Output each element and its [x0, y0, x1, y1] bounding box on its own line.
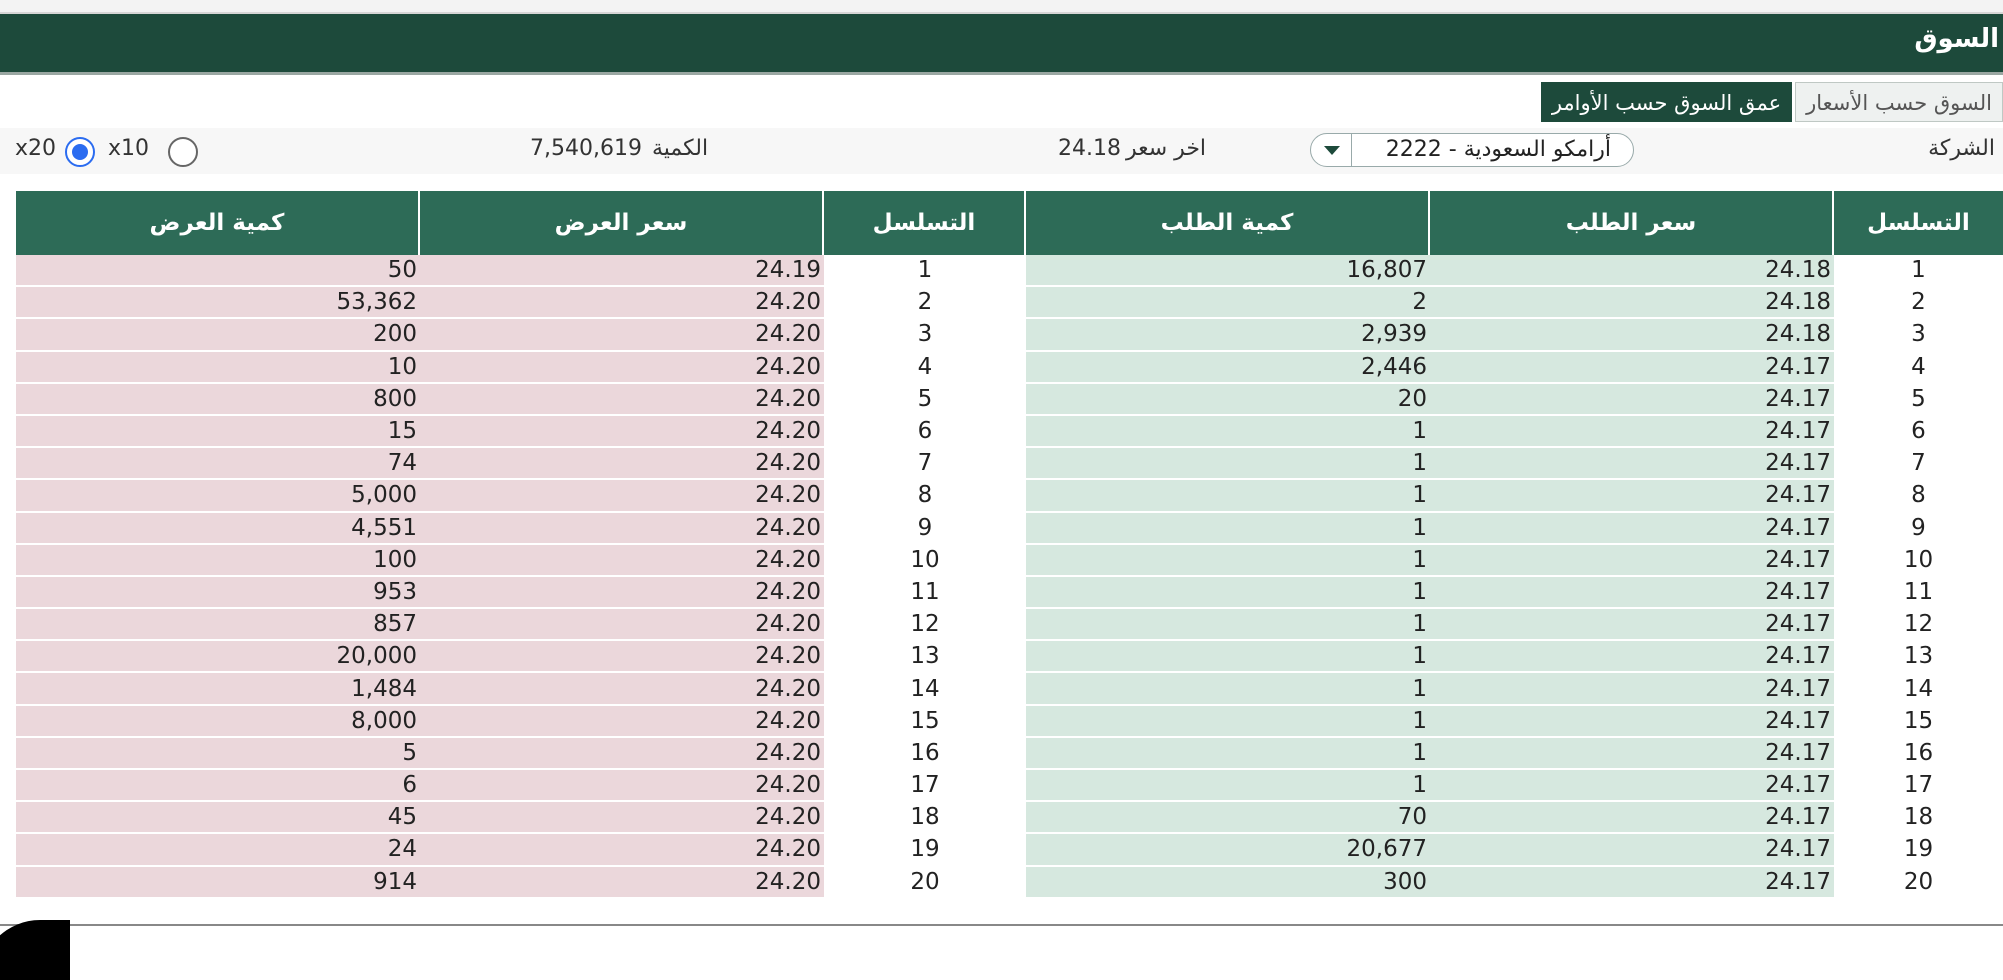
bid-row[interactable]	[1834, 738, 2003, 770]
ask-row[interactable]	[16, 577, 824, 609]
bid-price-cell: 24.17	[1430, 352, 1834, 384]
bid-row[interactable]	[1026, 738, 1834, 770]
bid-price-cell: 24.17	[1430, 738, 1834, 770]
ask-price-cell: 24.20	[420, 287, 824, 319]
ask-qty-cell: 4,551	[16, 513, 420, 545]
bid-row[interactable]	[1834, 480, 2003, 512]
ask-price-cell: 24.20	[420, 352, 824, 384]
bid-seq-cell: 20	[1834, 867, 2003, 899]
ask-row[interactable]	[824, 770, 1026, 802]
bid-table	[1026, 191, 1834, 899]
ask-row[interactable]	[824, 867, 1026, 899]
window-top-border	[0, 0, 2003, 14]
bid-seq-cell: 15	[1834, 706, 2003, 738]
bid-seq-cell: 11	[1834, 577, 2003, 609]
ask-row[interactable]	[16, 287, 824, 319]
ask-row[interactable]	[16, 673, 824, 705]
ask-qty-cell: 200	[16, 319, 420, 351]
bid-price-cell: 24.17	[1430, 384, 1834, 416]
bid-row[interactable]	[1834, 673, 2003, 705]
ask-seq-cell: 12	[824, 609, 1026, 641]
bid-qty-cell: 1	[1026, 738, 1430, 770]
bid-seq-cell: 6	[1834, 416, 2003, 448]
bid-row[interactable]	[1834, 513, 2003, 545]
bid-row[interactable]	[1834, 448, 2003, 480]
ask-row[interactable]	[824, 319, 1026, 351]
ask-price-cell: 24.20	[420, 513, 824, 545]
ask-seq-cell: 8	[824, 480, 1026, 512]
ask-seq-cell: 6	[824, 416, 1026, 448]
ask-row[interactable]	[824, 641, 1026, 673]
bid-row[interactable]	[1834, 867, 2003, 899]
bid-seq-cell: 4	[1834, 352, 2003, 384]
bid-row[interactable]	[1026, 480, 1834, 512]
bid-row[interactable]	[1026, 834, 1834, 866]
ask-row[interactable]	[824, 545, 1026, 577]
bid-price-cell: 24.17	[1430, 416, 1834, 448]
ask-seq-cell: 16	[824, 738, 1026, 770]
ask-price-cell: 24.20	[420, 641, 824, 673]
bid-qty-cell: 16,807	[1026, 255, 1430, 287]
bid-row[interactable]	[1834, 770, 2003, 802]
ask-qty-cell: 5,000	[16, 480, 420, 512]
bid-row[interactable]	[1834, 577, 2003, 609]
ask-row[interactable]	[16, 480, 824, 512]
ask-row[interactable]	[824, 480, 1026, 512]
bid-row[interactable]	[1026, 802, 1834, 834]
ask-seq-header[interactable]: التسلسل	[824, 191, 1026, 255]
tab-bar	[1541, 82, 2003, 124]
bid-qty-cell: 20	[1026, 384, 1430, 416]
ask-price-cell: 24.20	[420, 384, 824, 416]
bid-row[interactable]	[1834, 287, 2003, 319]
ask-qty-cell: 6	[16, 770, 420, 802]
bid-row[interactable]	[1026, 770, 1834, 802]
ask-qty-cell: 8,000	[16, 706, 420, 738]
ask-price-cell: 24.20	[420, 738, 824, 770]
ask-seq-cell: 9	[824, 513, 1026, 545]
quantity-label: الكمية	[652, 136, 709, 161]
bid-price-cell: 24.17	[1430, 448, 1834, 480]
zoom-x10-label: x10	[108, 136, 150, 161]
ask-seq-cell: 4	[824, 352, 1026, 384]
ask-seq-cell: 7	[824, 448, 1026, 480]
bid-row[interactable]	[1026, 867, 1834, 899]
bid-row[interactable]	[1026, 545, 1834, 577]
ask-qty-cell: 1,484	[16, 673, 420, 705]
ask-seq-cell: 17	[824, 770, 1026, 802]
ask-price-cell: 24.19	[420, 255, 824, 287]
ask-price-cell: 24.20	[420, 577, 824, 609]
ask-row[interactable]	[16, 448, 824, 480]
ask-row[interactable]	[824, 738, 1026, 770]
bid-row[interactable]	[1834, 384, 2003, 416]
bid-qty-cell: 1	[1026, 448, 1430, 480]
bid-row[interactable]	[1026, 352, 1834, 384]
ask-row[interactable]	[16, 513, 824, 545]
bid-seq-cell: 9	[1834, 513, 2003, 545]
ask-price-cell: 24.20	[420, 545, 824, 577]
ask-price-cell: 24.20	[420, 416, 824, 448]
bid-row[interactable]	[1026, 255, 1834, 287]
ask-row[interactable]	[16, 319, 824, 351]
bid-price-cell: 24.17	[1430, 834, 1834, 866]
bid-price-cell: 24.17	[1430, 706, 1834, 738]
last-price-label: اخر سعر	[1126, 136, 1207, 161]
bid-row[interactable]	[1834, 706, 2003, 738]
bid-seq-cell: 12	[1834, 609, 2003, 641]
bid-qty-cell: 1	[1026, 545, 1430, 577]
bid-price-cell: 24.17	[1430, 513, 1834, 545]
company-select[interactable]	[1310, 133, 1634, 167]
bid-row[interactable]	[1026, 706, 1834, 738]
ask-row[interactable]	[16, 706, 824, 738]
bid-row[interactable]	[1026, 513, 1834, 545]
zoom-x20-radio[interactable]	[65, 137, 95, 167]
ask-seq-cell: 11	[824, 577, 1026, 609]
bid-seq-cell: 10	[1834, 545, 2003, 577]
ask-row[interactable]	[16, 384, 824, 416]
ask-row[interactable]	[16, 834, 824, 866]
ask-qty-cell: 74	[16, 448, 420, 480]
bid-row[interactable]	[1834, 545, 2003, 577]
last-price-value: 24.18	[1058, 136, 1121, 161]
ask-qty-cell: 15	[16, 416, 420, 448]
ask-price-header[interactable]: سعر العرض	[420, 191, 824, 255]
ask-seq-cell: 10	[824, 545, 1026, 577]
window-title: السوق	[1914, 24, 1999, 54]
bid-row[interactable]	[1026, 384, 1834, 416]
ask-price-cell: 24.20	[420, 609, 824, 641]
bid-price-cell: 24.18	[1430, 287, 1834, 319]
bid-qty-cell: 1	[1026, 770, 1430, 802]
dropdown-arrow-icon[interactable]	[1311, 134, 1352, 166]
company-select-value: 2222 - أرامكو السعودية	[1385, 137, 1611, 162]
bid-row[interactable]	[1026, 319, 1834, 351]
bid-qty-header[interactable]: كمية الطلب	[1026, 191, 1430, 255]
bid-qty-cell: 1	[1026, 641, 1430, 673]
bid-price-cell: 24.18	[1430, 255, 1834, 287]
zoom-x20-label: x20	[15, 136, 57, 161]
ask-qty-cell: 800	[16, 384, 420, 416]
ask-qty-cell: 100	[16, 545, 420, 577]
bid-qty-cell: 1	[1026, 513, 1430, 545]
ask-row[interactable]	[824, 673, 1026, 705]
ask-qty-cell: 45	[16, 802, 420, 834]
ask-qty-cell: 20,000	[16, 641, 420, 673]
bid-row[interactable]	[1026, 287, 1834, 319]
bid-seq-cell: 16	[1834, 738, 2003, 770]
bid-row[interactable]	[1834, 255, 2003, 287]
bid-seq-header[interactable]: التسلسل	[1834, 191, 2003, 255]
bid-row[interactable]	[1834, 641, 2003, 673]
ask-row[interactable]	[16, 770, 824, 802]
bid-qty-cell: 2,446	[1026, 352, 1430, 384]
ask-seq-cell: 14	[824, 673, 1026, 705]
ask-price-cell: 24.20	[420, 480, 824, 512]
bid-qty-cell: 2,939	[1026, 319, 1430, 351]
ask-price-cell: 24.20	[420, 448, 824, 480]
company-label: الشركة	[1928, 136, 1995, 161]
ask-qty-cell: 914	[16, 867, 420, 899]
bid-price-cell: 24.17	[1430, 545, 1834, 577]
bid-row[interactable]	[1026, 448, 1834, 480]
ask-row[interactable]	[824, 384, 1026, 416]
bid-row[interactable]	[1834, 609, 2003, 641]
ask-qty-cell: 53,362	[16, 287, 420, 319]
bid-seq-cell: 2	[1834, 287, 2003, 319]
ask-seq-cell: 5	[824, 384, 1026, 416]
ask-seq-cell: 13	[824, 641, 1026, 673]
controls-bar	[0, 128, 2003, 174]
bid-price-cell: 24.17	[1430, 641, 1834, 673]
window-corner	[0, 920, 70, 980]
ask-seq-cell: 20	[824, 867, 1026, 899]
ask-row[interactable]	[16, 802, 824, 834]
bid-price-cell: 24.17	[1430, 867, 1834, 899]
bid-price-cell: 24.17	[1430, 609, 1834, 641]
bid-row[interactable]	[1026, 577, 1834, 609]
ask-price-cell: 24.20	[420, 834, 824, 866]
bid-seq-cell: 7	[1834, 448, 2003, 480]
bid-seq-cell: 19	[1834, 834, 2003, 866]
bid-row[interactable]	[1834, 352, 2003, 384]
ask-row[interactable]	[16, 867, 824, 899]
ask-seq-table	[824, 191, 1026, 899]
ask-row[interactable]	[16, 545, 824, 577]
bid-row[interactable]	[1834, 802, 2003, 834]
ask-seq-cell: 3	[824, 319, 1026, 351]
bid-seq-cell: 17	[1834, 770, 2003, 802]
ask-price-cell: 24.20	[420, 770, 824, 802]
ask-row[interactable]	[16, 641, 824, 673]
bid-price-cell: 24.17	[1430, 802, 1834, 834]
ask-row[interactable]	[824, 513, 1026, 545]
ask-seq-cell: 18	[824, 802, 1026, 834]
ask-qty-cell: 5	[16, 738, 420, 770]
ask-qty-cell: 857	[16, 609, 420, 641]
ask-table	[16, 191, 824, 899]
bid-row[interactable]	[1026, 416, 1834, 448]
bottom-border	[0, 924, 2003, 926]
ask-row[interactable]	[824, 352, 1026, 384]
ask-seq-cell: 19	[824, 834, 1026, 866]
bid-qty-cell: 70	[1026, 802, 1430, 834]
bid-seq-cell: 5	[1834, 384, 2003, 416]
bid-price-header[interactable]: سعر الطلب	[1430, 191, 1834, 255]
bid-qty-cell: 300	[1026, 867, 1430, 899]
bid-price-cell: 24.17	[1430, 480, 1834, 512]
ask-qty-cell: 24	[16, 834, 420, 866]
ask-row[interactable]	[16, 609, 824, 641]
bid-qty-cell: 1	[1026, 480, 1430, 512]
bid-qty-cell: 1	[1026, 577, 1430, 609]
bid-seq-table	[1834, 191, 2003, 899]
bid-seq-cell: 3	[1834, 319, 2003, 351]
ask-row[interactable]	[16, 416, 824, 448]
ask-row[interactable]	[824, 255, 1026, 287]
ask-row[interactable]	[824, 802, 1026, 834]
tab-depth-by-orders[interactable]: عمق السوق حسب الأوامر	[1541, 82, 1792, 122]
ask-seq-cell: 1	[824, 255, 1026, 287]
ask-qty-cell: 10	[16, 352, 420, 384]
bid-seq-cell: 8	[1834, 480, 2003, 512]
bid-seq-cell: 13	[1834, 641, 2003, 673]
bid-row[interactable]	[1026, 609, 1834, 641]
ask-row[interactable]	[824, 706, 1026, 738]
tab-market-by-price[interactable]: السوق حسب الأسعار	[1795, 82, 2003, 122]
bid-price-cell: 24.18	[1430, 319, 1834, 351]
bid-qty-cell: 1	[1026, 706, 1430, 738]
ask-row[interactable]	[824, 416, 1026, 448]
bid-price-cell: 24.17	[1430, 673, 1834, 705]
ask-qty-header[interactable]: كمية العرض	[16, 191, 420, 255]
quantity-value: 7,540,619	[530, 136, 642, 161]
ask-row[interactable]	[824, 577, 1026, 609]
ask-row[interactable]	[824, 448, 1026, 480]
bid-row[interactable]	[1026, 641, 1834, 673]
bid-seq-cell: 1	[1834, 255, 2003, 287]
ask-row[interactable]	[16, 255, 824, 287]
bid-price-cell: 24.17	[1430, 577, 1834, 609]
bid-seq-cell: 14	[1834, 673, 2003, 705]
ask-row[interactable]	[16, 352, 824, 384]
ask-row[interactable]	[16, 738, 824, 770]
bid-row[interactable]	[1834, 416, 2003, 448]
ask-price-cell: 24.20	[420, 867, 824, 899]
ask-seq-cell: 2	[824, 287, 1026, 319]
ask-price-cell: 24.20	[420, 802, 824, 834]
title-bar	[0, 14, 2003, 75]
ask-price-cell: 24.20	[420, 319, 824, 351]
bid-price-cell: 24.17	[1430, 770, 1834, 802]
bid-qty-cell: 20,677	[1026, 834, 1430, 866]
bid-row[interactable]	[1834, 834, 2003, 866]
bid-row[interactable]	[1834, 319, 2003, 351]
ask-row[interactable]	[824, 609, 1026, 641]
ask-qty-cell: 953	[16, 577, 420, 609]
ask-seq-cell: 15	[824, 706, 1026, 738]
ask-price-cell: 24.20	[420, 706, 824, 738]
zoom-x10-radio[interactable]	[168, 137, 198, 167]
bid-qty-cell: 2	[1026, 287, 1430, 319]
bid-row[interactable]	[1026, 673, 1834, 705]
ask-row[interactable]	[824, 287, 1026, 319]
bid-seq-cell: 18	[1834, 802, 2003, 834]
ask-row[interactable]	[824, 834, 1026, 866]
bid-qty-cell: 1	[1026, 609, 1430, 641]
ask-price-cell: 24.20	[420, 673, 824, 705]
ask-qty-cell: 50	[16, 255, 420, 287]
bid-qty-cell: 1	[1026, 416, 1430, 448]
bid-qty-cell: 1	[1026, 673, 1430, 705]
